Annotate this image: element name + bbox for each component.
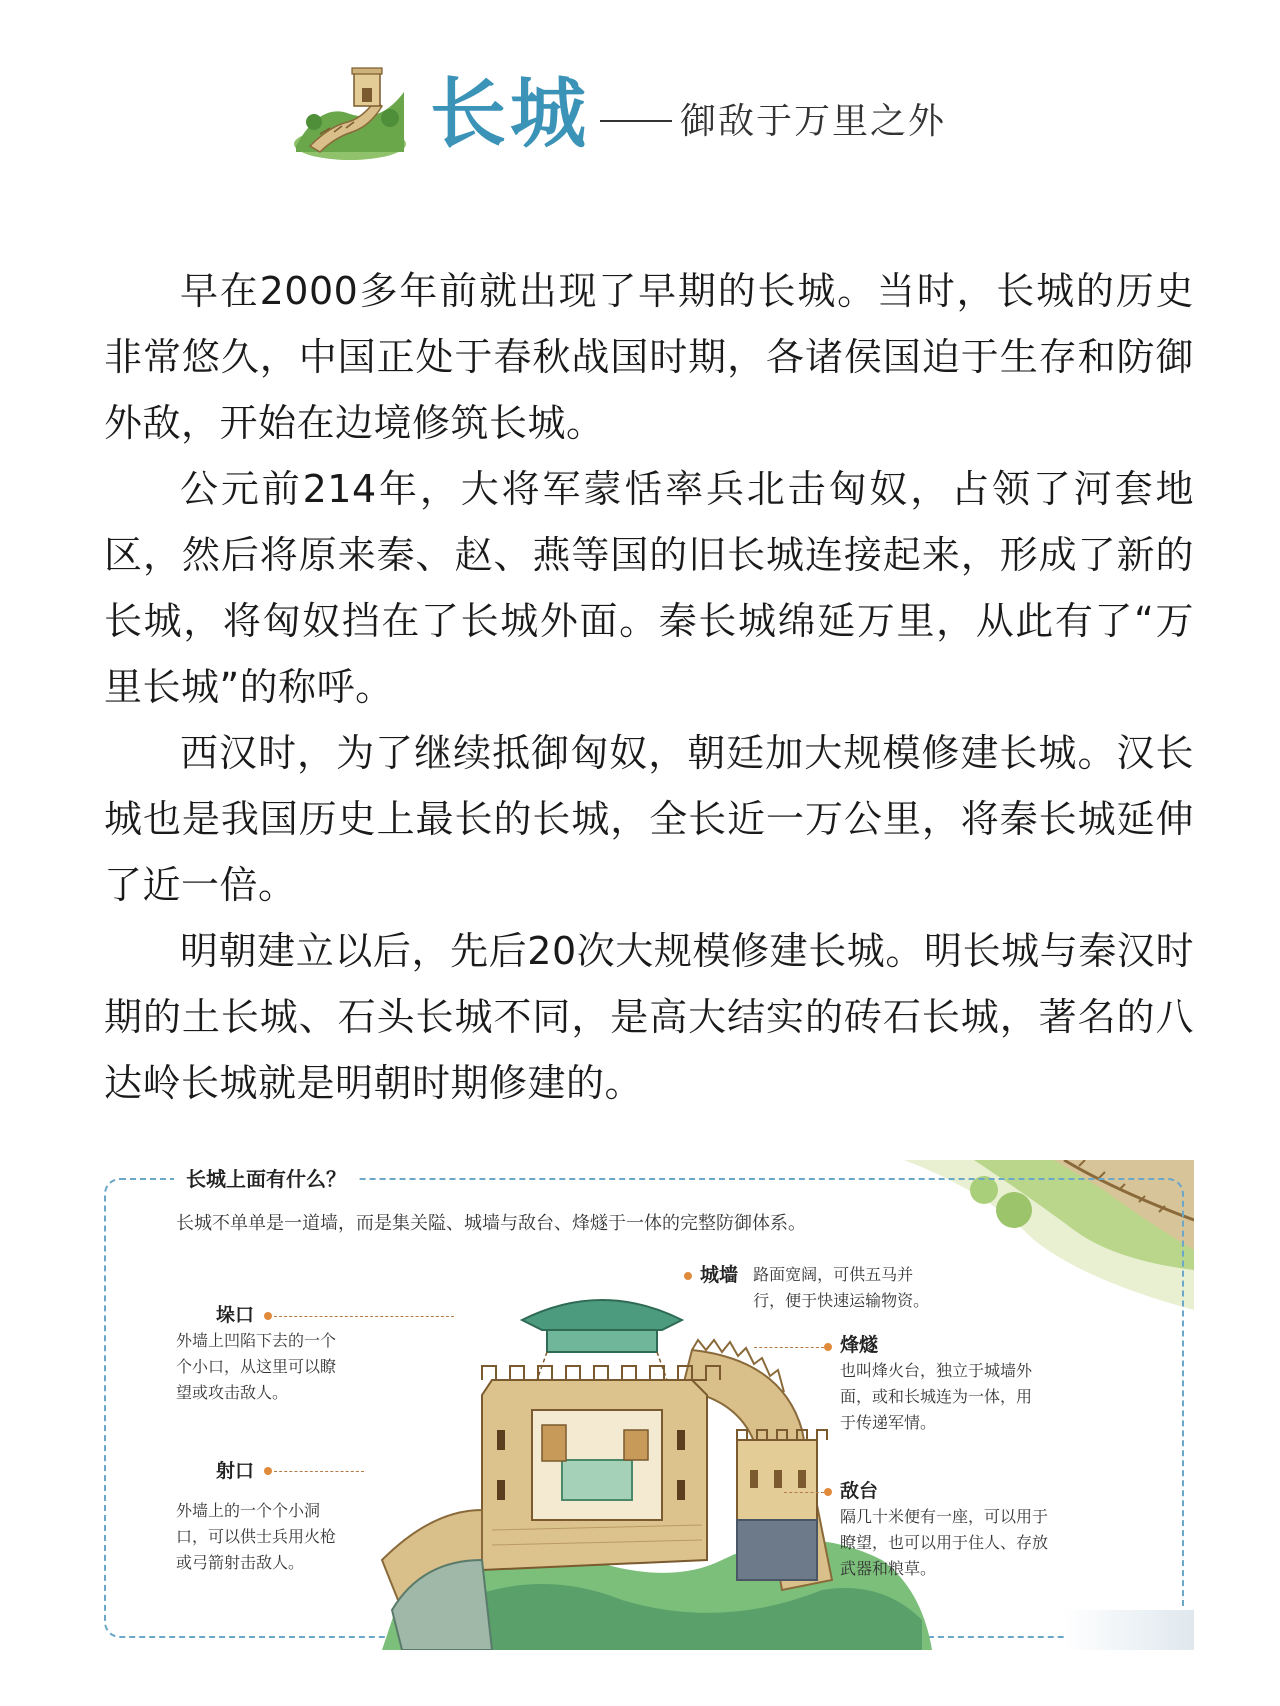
callout-chengqiang (700, 1262, 960, 1314)
leader-line (274, 1316, 454, 1317)
paragraph: 明朝建立以后，先后20次大规模修建长城。明长城与秦汉时期的土长城、石头长城不同，是高大结实的砖石长城，著名的八达岭长城就是明朝时期修建的。 (104, 929, 1194, 1105)
page-header (290, 62, 1050, 172)
page-title: 长城 (430, 69, 590, 158)
callout-text: 路面宽阔，可供五马并行，便于快速运输物资。 (753, 1265, 930, 1310)
page-subtitle: 御敌于万里之外 (680, 101, 947, 142)
callout-fengsui (840, 1332, 1040, 1436)
corner-fade-decoration (1064, 1610, 1194, 1650)
title-dash-divider (600, 120, 672, 122)
callout-title: 敌台 (840, 1480, 879, 1502)
callout-title: 城墙 (700, 1264, 739, 1286)
callout-text: 外墙上的一个个小洞口，可以供士兵用火枪或弓箭射击敌人。 (176, 1501, 337, 1572)
callout-duokou (176, 1302, 346, 1406)
leader-line (274, 1471, 364, 1472)
paragraph: 西汉时，为了继续抵御匈奴，朝廷加大规模修建长城。汉长城也是我国历史上最长的长城，全长近一万公里，将秦长城延伸了近一倍。 (104, 731, 1194, 907)
callout-text: 外墙上凹陷下去的一个个小口，从这里可以瞭望或攻击敌人。 (176, 1331, 337, 1402)
callout-title: 烽燧 (840, 1334, 879, 1356)
great-wall-icon (290, 62, 410, 162)
infobox-title-wrap (174, 1166, 358, 1192)
callout-marker (824, 1488, 832, 1496)
callout-text: 也叫烽火台，独立于城墙外面，或和长城连为一体，用于传递军情。 (840, 1361, 1033, 1432)
leader-line (754, 1347, 824, 1348)
callout-marker (824, 1343, 832, 1351)
paragraph: 早在2000多年前就出现了早期的长城。当时，长城的历史非常悠久，中国正处于春秋战国时期，各诸侯国迫于生存和防御外敌，开始在边境修筑长城。 (104, 269, 1194, 445)
callout-shekou (176, 1458, 346, 1576)
callout-text: 隔几十米便有一座，可以用于瞭望，也可以用于住人、存放武器和粮草。 (840, 1507, 1049, 1578)
article-body (104, 258, 1194, 1116)
infobox-description: 长城不单单是一道墙，而是集关隘、城墙与敌台、烽燧于一体的完整防御体系。 (176, 1213, 806, 1234)
paragraph: 公元前214年，大将军蒙恬率兵北击匈奴，占领了河套地区，然后将原来秦、赵、燕等国的旧长城连接起来，形成了新的长城，将匈奴挡在了长城外面。秦长城绵延万里，从此有了“万里长城”的称呼。 (104, 467, 1194, 709)
callout-marker (684, 1272, 692, 1280)
watchtower-cutaway-illustration (362, 1260, 942, 1650)
callout-marker (264, 1312, 272, 1320)
great-wall-infobox (104, 1160, 1194, 1650)
callout-marker (264, 1467, 272, 1475)
leader-line (784, 1492, 824, 1493)
callout-title: 射口 (216, 1460, 255, 1482)
callout-ditai (840, 1478, 1050, 1582)
infobox-title: 长城上面有什么？ (186, 1167, 346, 1191)
callout-title: 垛口 (216, 1304, 255, 1326)
